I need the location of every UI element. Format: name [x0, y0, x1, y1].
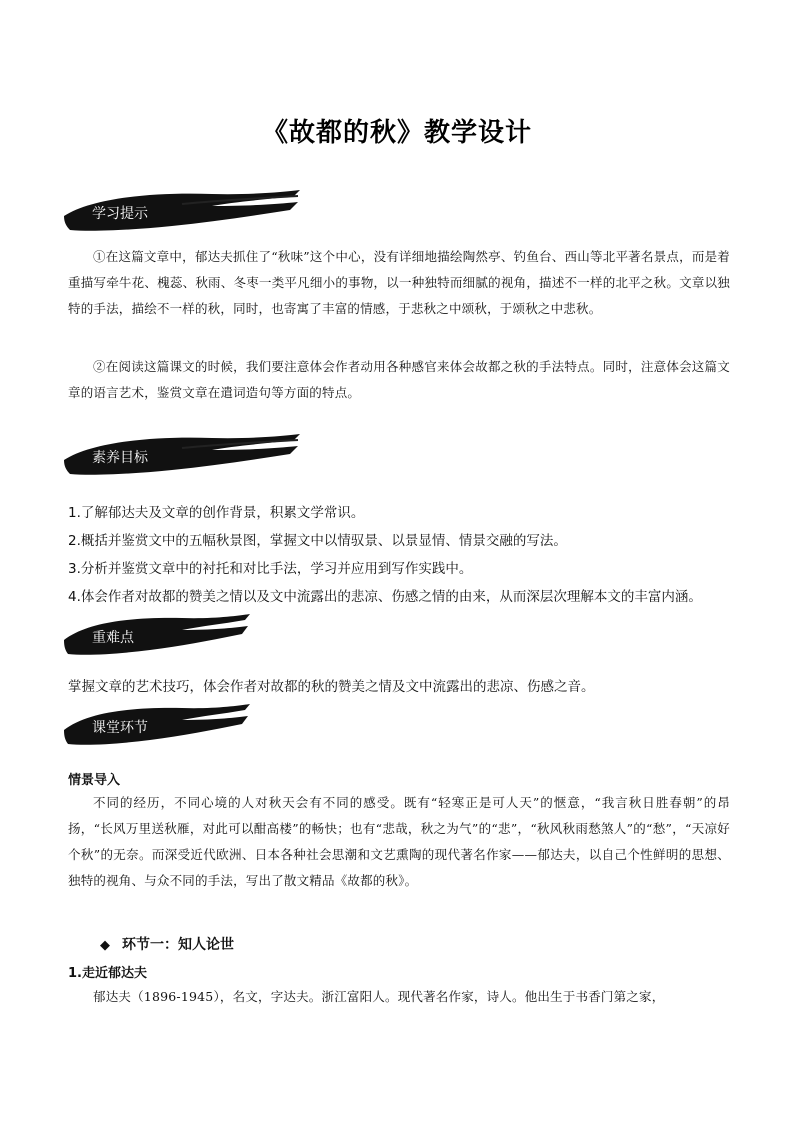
goal-item-4: 4.体会作者对故都的赞美之情以及文中流露出的悲凉、伤感之情的由来，从而深层次理解本文的丰富内涵。 — [68, 589, 702, 605]
section-header-goals — [62, 434, 302, 478]
section-header-classroom — [62, 704, 252, 748]
intro-paragraph: 不同的经历，不同心境的人对秋天会有不同的感受。既有“轻寒正是可人天”的惬意，“我言秋日胜春朝”的昂扬，“长风万里送秋雁，对此可以酣高楼”的畅快；也有“悲哉，秋之为气”的“悲”，“秋风秋雨愁煞人”的“愁”，“天凉好个秋”的无奈。而深受近代欧洲、日本各种社会思潮和文艺熏陶的现代著名作家——郁达夫，以自己个性鲜明的思想、独特的视角、与众不同的手法，写出了散文精品《故都的秋》。 — [68, 795, 730, 888]
goal-item-1: 1.了解郁达夫及文章的创作背景，积累文学常识。 — [68, 505, 365, 521]
goal-item-2: 2.概括并鉴赏文中的五幅秋景图，掌握文中以情驭景、以景显情、情景交融的写法。 — [68, 533, 567, 549]
step-one-label: 环节一：知人论世 — [122, 937, 234, 953]
section-title-classroom: 课堂环节 — [92, 720, 148, 736]
page-title: 《故都的秋》教学设计 — [261, 118, 532, 148]
section-title-tips: 学习提示 — [92, 206, 148, 222]
sub-heading-1: 1.走近郁达夫 — [68, 966, 147, 981]
section-header-keypoints — [62, 614, 252, 658]
brush-stroke-icon — [62, 704, 252, 748]
sub1-paragraph: 郁达夫（1896-1945），名文，字达夫。浙江富阳人。现代著名作家，诗人。他出生于书香门第之家， — [93, 989, 665, 1004]
goal-item-3: 3.分析并鉴赏文章中的衬托和对比手法，学习并应用到写作实践中。 — [68, 561, 473, 577]
section-header-tips — [62, 190, 302, 234]
tips-paragraph-1: ①在这篇文章中，郁达夫抓住了“秋味”这个中心，没有详细地描绘陶然亭、钓鱼台、西山等北平著名景点，而是着重描写牵牛花、槐蕊、秋雨、冬枣一类平凡细小的事物，以一种独特而细腻的视角，描述不一样的北平之秋。文章以独特的手法，描绘不一样的秋，同时，也寄寓了丰富的情感，于悲秋之中颂秋，于颂秋之中悲秋。 — [68, 249, 730, 316]
brush-stroke-icon — [62, 614, 252, 658]
diamond-bullet-icon: ◆ — [100, 938, 110, 953]
step-one-heading — [100, 934, 234, 954]
section-title-keypoints: 重难点 — [92, 630, 134, 646]
tips-paragraph-2: ②在阅读这篇课文的时候，我们要注意体会作者动用各种感官来体会故都之秋的手法特点。同时，注意体会这篇文章的语言艺术，鉴赏文章在遣词造句等方面的特点。 — [68, 359, 730, 400]
keypoints-text: 掌握文章的艺术技巧，体会作者对故都的秋的赞美之情及文中流露出的悲凉、伤感之音。 — [68, 679, 595, 695]
section-title-goals: 素养目标 — [92, 450, 148, 466]
intro-heading: 情景导入 — [68, 773, 121, 788]
